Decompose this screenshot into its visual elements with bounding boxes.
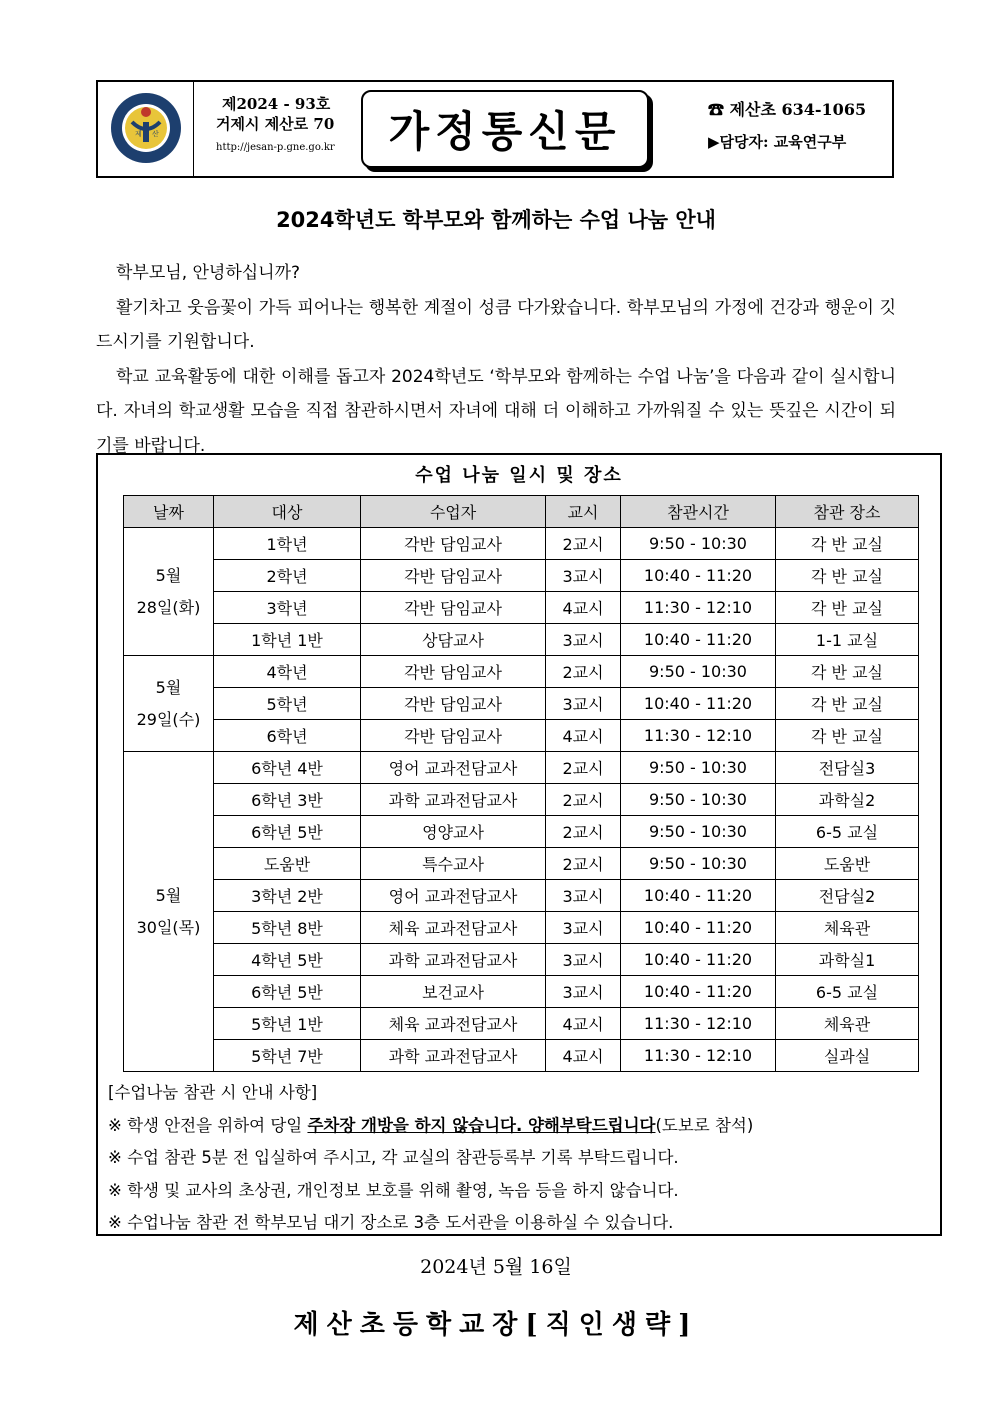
notes-title: [수업나눔 참관 시 안내 사항] <box>108 1083 318 1102</box>
header-place: 참관 장소 <box>776 496 919 528</box>
note-waiting: ※ 수업나눔 참관 전 학부모님 대기 장소로 3층 도서관을 이용하실 수 있습니다. <box>108 1213 674 1232</box>
teacher-cell: 각반 담임교사 <box>361 528 546 560</box>
period-cell: 2교시 <box>546 784 621 816</box>
place-cell: 각 반 교실 <box>776 656 919 688</box>
teacher-cell: 각반 담임교사 <box>361 656 546 688</box>
target-cell: 6학년 4반 <box>214 752 361 784</box>
period-cell: 2교시 <box>546 656 621 688</box>
header-time: 참관시간 <box>621 496 776 528</box>
place-cell: 과학실1 <box>776 944 919 976</box>
time-cell: 10:40 - 11:20 <box>621 560 776 592</box>
svg-text:산: 산 <box>152 130 159 138</box>
target-cell: 5학년 1반 <box>214 1008 361 1040</box>
target-cell: 2학년 <box>214 560 361 592</box>
school-url[interactable]: http://jesan-p.gne.go.kr <box>216 142 335 153</box>
time-cell: 10:40 - 11:20 <box>621 624 776 656</box>
time-cell: 11:30 - 12:10 <box>621 592 776 624</box>
time-cell: 9:50 - 10:30 <box>621 752 776 784</box>
time-cell: 10:40 - 11:20 <box>621 912 776 944</box>
place-cell: 6-5 교실 <box>776 816 919 848</box>
time-cell: 11:30 - 12:10 <box>621 1008 776 1040</box>
header-period: 교시 <box>546 496 621 528</box>
period-cell: 2교시 <box>546 528 621 560</box>
target-cell: 3학년 <box>214 592 361 624</box>
time-cell: 10:40 - 11:20 <box>621 944 776 976</box>
place-cell: 각 반 교실 <box>776 528 919 560</box>
table-row <box>124 912 919 944</box>
table-row <box>124 816 919 848</box>
time-cell: 9:50 - 10:30 <box>621 848 776 880</box>
paragraph-season: 활기차고 웃음꽃이 가득 피어나는 행복한 계절이 성큼 다가왔습니다. 학부모님의 가정에 건강과 행운이 깃드시기를 기원합니다. <box>96 297 896 352</box>
place-cell: 1-1 교실 <box>776 624 919 656</box>
place-cell: 각 반 교실 <box>776 720 919 752</box>
teacher-cell: 영어 교과전담교사 <box>361 752 546 784</box>
teacher-cell: 체육 교과전담교사 <box>361 1008 546 1040</box>
teacher-cell: 과학 교과전담교사 <box>361 1040 546 1072</box>
issue-info <box>216 94 335 158</box>
logo-cell <box>98 82 194 176</box>
school-address: 거제시 제산로 70 <box>216 115 335 133</box>
target-cell: 도움반 <box>214 848 361 880</box>
date-day: 29일(수) <box>136 709 201 729</box>
period-cell: 2교시 <box>546 816 621 848</box>
contact-info <box>708 100 866 152</box>
table-row <box>124 944 919 976</box>
table-row <box>124 528 919 560</box>
newsletter-title: 가정통신문 <box>361 90 649 168</box>
table-body <box>124 528 919 1072</box>
teacher-cell: 각반 담임교사 <box>361 560 546 592</box>
period-cell: 3교시 <box>546 976 621 1008</box>
teacher-cell: 각반 담임교사 <box>361 688 546 720</box>
newsletter-header <box>96 80 894 178</box>
target-cell: 3학년 2반 <box>214 880 361 912</box>
table-header-row <box>124 496 919 528</box>
teacher-cell: 각반 담임교사 <box>361 720 546 752</box>
period-cell: 2교시 <box>546 752 621 784</box>
schedule-table <box>123 495 919 1072</box>
target-cell: 5학년 8반 <box>214 912 361 944</box>
date-day: 30일(목) <box>136 917 201 937</box>
period-cell: 3교시 <box>546 944 621 976</box>
place-cell: 각 반 교실 <box>776 688 919 720</box>
principal-signature: 제산초등학교장[직인생략] <box>293 1310 699 1340</box>
teacher-cell: 각반 담임교사 <box>361 592 546 624</box>
teacher-cell: 특수교사 <box>361 848 546 880</box>
target-cell: 1학년 <box>214 528 361 560</box>
period-cell: 3교시 <box>546 912 621 944</box>
target-cell: 6학년 5반 <box>214 816 361 848</box>
place-cell: 6-5 교실 <box>776 976 919 1008</box>
teacher-cell: 과학 교과전담교사 <box>361 944 546 976</box>
period-cell: 4교시 <box>546 1040 621 1072</box>
period-cell: 3교시 <box>546 880 621 912</box>
table-row <box>124 848 919 880</box>
teacher-cell: 상담교사 <box>361 624 546 656</box>
place-cell: 전담실3 <box>776 752 919 784</box>
paragraph-purpose: 학교 교육활동에 대한 이해를 돕고자 2024학년도 ‘학부모와 함께하는 수업 나눔’을 다음과 같이 실시합니다. 자녀의 학교생활 모습을 직접 참관하시면서 자녀에 대해 더 이해하고 가까워질 수 있는 뜻깊은 시간이 되기를 바랍니다. <box>96 366 896 456</box>
target-cell: 5학년 <box>214 688 361 720</box>
schedule-title: 수업 나눔 일시 및 장소 <box>415 465 623 486</box>
notes <box>108 1077 753 1240</box>
date-month: 5월 <box>155 565 182 585</box>
place-cell: 체육관 <box>776 912 919 944</box>
school-logo <box>110 92 182 164</box>
time-cell: 9:50 - 10:30 <box>621 784 776 816</box>
table-row <box>124 784 919 816</box>
time-cell: 9:50 - 10:30 <box>621 528 776 560</box>
teacher-cell: 영어 교과전담교사 <box>361 880 546 912</box>
target-cell: 6학년 <box>214 720 361 752</box>
teacher-cell: 과학 교과전담교사 <box>361 784 546 816</box>
note-parking-suffix: (도보로 참석) <box>655 1115 754 1135</box>
issue-date: 2024년 5월 16일 <box>420 1256 572 1278</box>
time-cell: 11:30 - 12:10 <box>621 1040 776 1072</box>
period-cell: 2교시 <box>546 848 621 880</box>
period-cell: 3교시 <box>546 624 621 656</box>
table-row <box>124 688 919 720</box>
place-cell: 각 반 교실 <box>776 560 919 592</box>
target-cell: 4학년 <box>214 656 361 688</box>
time-cell: 9:50 - 10:30 <box>621 656 776 688</box>
header-date: 날짜 <box>124 496 214 528</box>
date-day: 28일(화) <box>136 597 201 617</box>
document-title: 2024학년도 학부모와 함께하는 수업 나눔 안내 <box>276 208 716 232</box>
note-parking-prefix: ※ 학생 안전을 위하여 당일 <box>108 1115 308 1135</box>
table-row <box>124 560 919 592</box>
period-cell: 4교시 <box>546 592 621 624</box>
note-arrival: ※ 수업 참관 5분 전 입실하여 주시고, 각 교실의 참관등록부 기록 부탁드립니다. <box>108 1148 679 1167</box>
time-cell: 10:40 - 11:20 <box>621 976 776 1008</box>
schedule-box <box>96 453 942 1236</box>
note-parking-emphasis: 주차장 개방을 하지 않습니다. 양해부탁드립니다 <box>307 1115 656 1135</box>
table-row <box>124 976 919 1008</box>
table-row <box>124 656 919 688</box>
place-cell: 실과실 <box>776 1040 919 1072</box>
time-cell: 10:40 - 11:20 <box>621 880 776 912</box>
table-row <box>124 1008 919 1040</box>
table-row <box>124 1040 919 1072</box>
date-month: 5월 <box>155 885 182 905</box>
body-text <box>96 256 896 463</box>
table-row <box>124 880 919 912</box>
period-cell: 3교시 <box>546 688 621 720</box>
note-parking <box>108 1110 753 1143</box>
target-cell: 4학년 5반 <box>214 944 361 976</box>
target-cell: 6학년 3반 <box>214 784 361 816</box>
time-cell: 9:50 - 10:30 <box>621 816 776 848</box>
teacher-cell: 영양교사 <box>361 816 546 848</box>
header-target: 대상 <box>214 496 361 528</box>
teacher-cell: 체육 교과전담교사 <box>361 912 546 944</box>
phone-number: ☎ 제산초 634-1065 <box>708 100 867 119</box>
table-row <box>124 752 919 784</box>
svg-text:제: 제 <box>135 130 142 138</box>
target-cell: 5학년 7반 <box>214 1040 361 1072</box>
issue-number: 제2024 - 93호 <box>222 95 331 113</box>
date-cell <box>124 752 214 1072</box>
period-cell: 4교시 <box>546 1008 621 1040</box>
table-row <box>124 624 919 656</box>
greeting: 학부모님, 안녕하십니까? <box>116 263 301 283</box>
table-row <box>124 592 919 624</box>
teacher-cell: 보건교사 <box>361 976 546 1008</box>
place-cell: 도움반 <box>776 848 919 880</box>
table-row <box>124 720 919 752</box>
header-teacher: 수업자 <box>361 496 546 528</box>
date-cell <box>124 528 214 656</box>
target-cell: 6학년 5반 <box>214 976 361 1008</box>
date-month: 5월 <box>155 677 182 697</box>
target-cell: 1학년 1반 <box>214 624 361 656</box>
period-cell: 3교시 <box>546 560 621 592</box>
note-privacy: ※ 학생 및 교사의 초상권, 개인정보 보호를 위해 촬영, 녹음 등을 하지 않습니다. <box>108 1180 679 1200</box>
time-cell: 11:30 - 12:10 <box>621 720 776 752</box>
manager-label: ▶담당자: 교육연구부 <box>708 133 847 151</box>
time-cell: 10:40 - 11:20 <box>621 688 776 720</box>
place-cell: 체육관 <box>776 1008 919 1040</box>
date-cell <box>124 656 214 752</box>
period-cell: 4교시 <box>546 720 621 752</box>
place-cell: 각 반 교실 <box>776 592 919 624</box>
place-cell: 전담실2 <box>776 880 919 912</box>
place-cell: 과학실2 <box>776 784 919 816</box>
